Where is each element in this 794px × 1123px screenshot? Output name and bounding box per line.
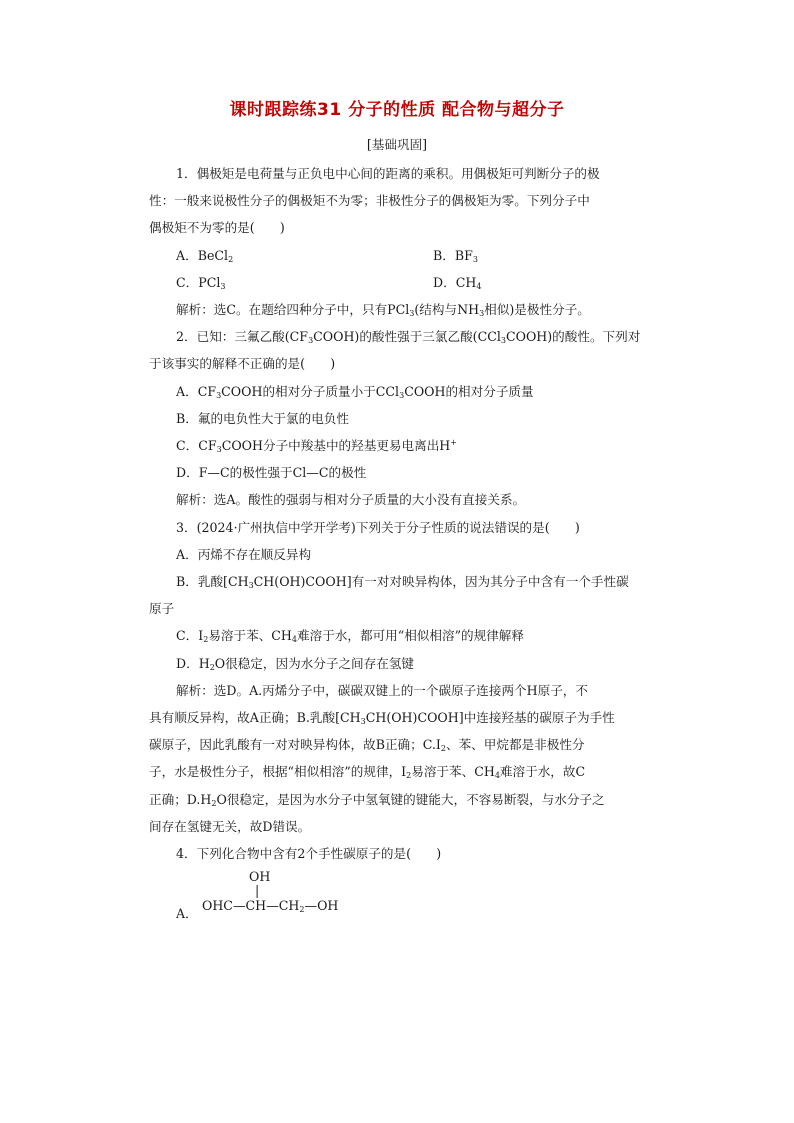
q2-option-b: B．氟的电负性大于氯的电负性 [176, 411, 349, 426]
page-title: 课时跟踪练31 分子的性质 配合物与超分子 [229, 100, 565, 120]
q1-option-b: B．$BF_3$ [433, 248, 478, 264]
q2-answer: 解析：选A。酸性的强弱与相对分子质量的大小没有直接关系。 [176, 492, 526, 507]
q2-option-a: A．$CF_3COOH$的相对分子质量小于CCl$_3$COOH的相对分子质量 [176, 384, 534, 400]
formula-chain: $OHC—CH—CH_2—OH$ [202, 898, 339, 914]
q3-option-a: A．丙烯不存在顺反异构 [176, 547, 312, 562]
q2-option-c: C．$CF_3COOH$分子中羧基中的羟基更易电离出H+ [176, 438, 457, 454]
q1-option-a: A．BeCl$_2$ [176, 248, 234, 264]
option-label-a: A． [176, 906, 198, 921]
q1-line-2: 性：一般来说极性分子的偶极矩不为零；非极性分子的偶极矩为零。下列分子中 [149, 193, 590, 208]
q3-option-b-cont: 原子 [149, 601, 175, 616]
q1-line-3: 偶极矩不为零的是( ) [149, 220, 285, 235]
q3-answer-6: 间存在氢键无关，故D错误。 [149, 819, 311, 834]
q3-answer-3: 碳原子，因此乳酸有一对对映异构体，故B正确；$C.I_2$、苯、甲烷都是非极性分 [149, 737, 585, 753]
q1-line-1: 1．偶极矩是电荷量与正负电中心间的距离的乘积。用偶极矩可判断分子的极 [176, 166, 600, 181]
q3-answer-4: 子，水是极性分子，根据“相似相溶”的规律，$I_2$易溶于苯、$CH_4$难溶于水，故C [149, 764, 586, 780]
q3-line-1: 3．(2024·广州执信中学开学考)下列关于分子性质的说法错误的是( ) [176, 520, 580, 535]
vertical-bond: | [255, 883, 260, 898]
structural-formula [176, 866, 376, 921]
q2-line-1: 2．已知：三氟乙酸$(CF_3COOH)$的酸性强于三氯乙酸(CCl$_3$COOH)的酸性。下列对 [176, 329, 641, 345]
q3-option-c: C．$I_2$易溶于苯、$CH_4$难溶于水，都可用“相似相溶”的规律解释 [176, 628, 524, 644]
q3-answer-1: 解析：选D。A.丙烯分子中，碳碳双键上的一个碳原子连接两个H原子，不 [176, 683, 588, 698]
q4-line-1: 4．下列化合物中含有2个手性碳原子的是( ) [176, 846, 442, 861]
q1-option-c: C．PCl$_3$ [176, 275, 226, 291]
q2-line-2: 于该事实的解释不正确的是( ) [149, 356, 336, 371]
q3-option-d: D．$H_2O$很稳定，因为水分子之间存在氢键 [176, 656, 415, 672]
q1-option-d: D．$CH_4$ [433, 275, 482, 291]
q3-option-b: B．乳酸$[CH_3CH(OH)COOH]$有一对对映异构体，因为其分子中含有一个手性碳 [176, 574, 629, 590]
section-heading: [基础巩固] [366, 137, 428, 152]
q3-answer-2: 具有顺反异构，故A正确；B.乳酸$[CH_3CH(OH)COOH]$中连接羟基的碳原子为手性 [149, 710, 615, 726]
q2-option-d: D．F—C的极性强于Cl—C的极性 [176, 465, 367, 480]
hydroxyl-group: OH [249, 869, 271, 884]
q1-answer: 解析：选C。在题给四种分子中，只有PCl$_3$(结构与$NH_3$相似)是极性分子。 [176, 302, 590, 318]
q3-answer-5: 正确；$D.H_2O$很稳定，是因为水分子中氢氧键的键能大，不容易断裂，与水分子之 [149, 792, 605, 808]
